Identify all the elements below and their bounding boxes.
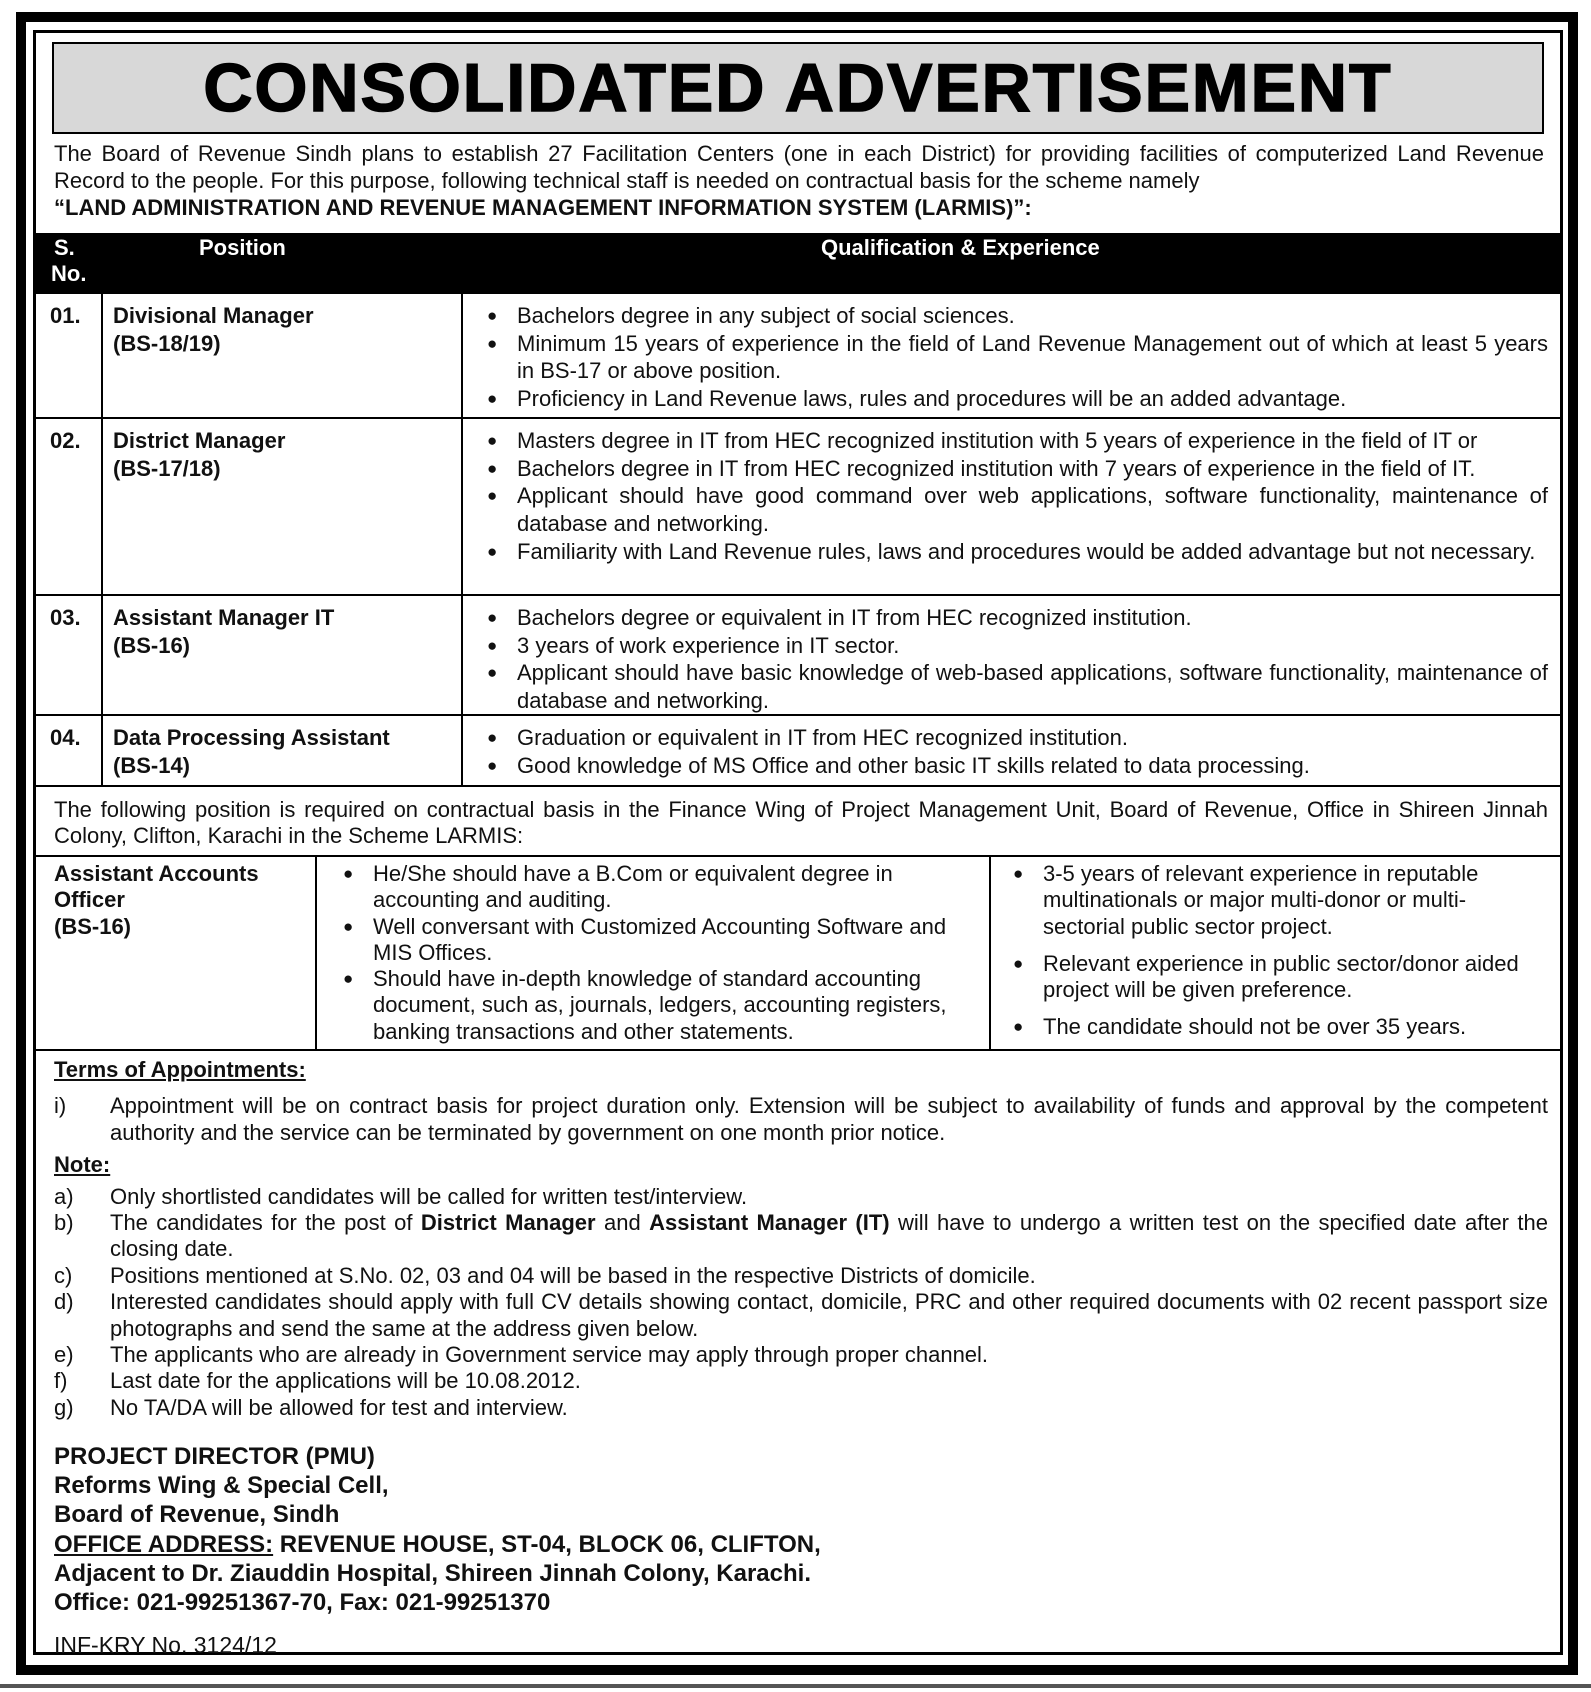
header-sno: S. xyxy=(54,235,75,260)
item-text: No TA/DA will be allowed for test and interview. xyxy=(110,1394,568,1420)
item-label: i) xyxy=(54,1093,67,1119)
item-text: The applicants who are already in Government service may apply through proper channel. xyxy=(110,1342,989,1368)
item-label: f) xyxy=(54,1368,68,1394)
list-item xyxy=(54,1263,1548,1289)
position-name: Data Processing Assistant xyxy=(113,725,390,750)
bullet-item: ● Relevant experience in public sector/donor aided project will be given preference. xyxy=(1043,951,1541,1004)
header-sno-2: No. xyxy=(51,261,87,286)
bullet-item: ● Minimum 15 years of experience in the field of Land Revenue Management out of which at least 5 years in BS-17 or above position. xyxy=(517,330,1548,385)
page-title: CONSOLIDATED ADVERTISEMENT xyxy=(203,50,1393,126)
aao-position-line: Assistant Accounts xyxy=(54,861,259,886)
terms-heading: Terms of Appointments: xyxy=(54,1057,306,1082)
aao-experience xyxy=(991,857,1561,1049)
list-item xyxy=(54,1210,1548,1263)
position-name: Assistant Manager IT xyxy=(113,605,335,630)
bullet-item: ● Familiarity with Land Revenue rules, laws and procedures would be added advantage but not necessary. xyxy=(517,538,1548,566)
bullet-item: ● 3 years of work experience in IT sector. xyxy=(517,632,1548,660)
aao-position xyxy=(36,857,317,1049)
position-grade: (BS-16) xyxy=(113,632,191,658)
list-item xyxy=(54,1342,1548,1368)
signature-line: Adjacent to Dr. Ziauddin Hospital, Shireen Jinnah Colony, Karachi. xyxy=(54,1559,811,1587)
terms-section xyxy=(54,1057,1548,1421)
serial-number: 03. xyxy=(36,596,103,714)
aao-table xyxy=(36,855,1561,1051)
bullet-item: ● Bachelors degree or equivalent in IT from HEC recognized institution. xyxy=(517,604,1548,632)
bullet-item: ● Applicant should have good command over web applications, software functionality, maintenance of database and networking. xyxy=(517,482,1548,537)
position-cell xyxy=(103,596,463,714)
title-banner xyxy=(52,42,1544,134)
bullet-item: ● Masters degree in IT from HEC recognized institution with 5 years of experience in the field of IT or xyxy=(517,427,1548,455)
bullet-item: ● Applicant should have basic knowledge of web-based applications, software functionality, maintenance of database and networking. xyxy=(517,659,1548,714)
contact-line: Office: 021-99251367-70, Fax: 021-99251370 xyxy=(54,1589,551,1617)
qualification-cell xyxy=(463,419,1561,594)
item-label: a) xyxy=(54,1183,74,1209)
aao-grade: (BS-16) xyxy=(54,913,132,939)
item-text: will have to undergo a written test on the specified date after the closing date. xyxy=(110,1210,1548,1262)
bullet-item: ● Well conversant with Customized Accounting Software and MIS Offices. xyxy=(373,914,983,967)
terms-list xyxy=(54,1093,1548,1146)
address-label: OFFICE ADDRESS: xyxy=(54,1530,274,1558)
table-row xyxy=(36,419,1561,596)
bullet-item: ● He/She should have a B.Com or equivalent degree in accounting and auditing. xyxy=(373,861,983,914)
list-item xyxy=(54,1395,1548,1421)
position-cell xyxy=(103,419,463,594)
item-label: g) xyxy=(54,1394,74,1420)
item-label: e) xyxy=(54,1342,74,1368)
position-cell xyxy=(103,294,463,417)
bullet-item: ● Graduation or equivalent in IT from HEC recognized institution. xyxy=(517,724,1548,752)
serial-number: 02. xyxy=(36,419,103,594)
item-text: Only shortlisted candidates will be called for written test/interview. xyxy=(110,1183,748,1209)
item-bold: District Manager xyxy=(420,1210,596,1236)
note-heading: Note: xyxy=(54,1152,111,1178)
bullet-item: ● Proficiency in Land Revenue laws, rules and procedures will be an added advantage. xyxy=(517,385,1548,413)
bullet-item: ● Bachelors degree in any subject of social sciences. xyxy=(517,302,1548,330)
position-grade: (BS-17/18) xyxy=(113,455,221,481)
position-grade: (BS-18/19) xyxy=(113,330,221,356)
header-qualification: Qualification & Experience xyxy=(821,235,1100,260)
table-header xyxy=(36,233,1561,294)
serial-number: 04. xyxy=(36,716,103,785)
qualification-cell xyxy=(463,294,1561,417)
header-position: Position xyxy=(199,235,286,260)
bullet-item: ● Bachelors degree in IT from HEC recognized institution with 7 years of experience in the field of IT. xyxy=(517,455,1548,483)
list-item xyxy=(54,1289,1548,1342)
item-label: c) xyxy=(54,1262,73,1288)
scheme-name: “LAND ADMINISTRATION AND REVENUE MANAGEMENT INFORMATION SYSTEM (LARMIS)”: xyxy=(54,195,1032,220)
finance-paragraph: The following position is required on contractual basis in the Finance Wing of Project Management Unit, Board of Revenue, Office in Shireen Jinnah Colony, Clifton, Karachi in the Scheme LARMIS: xyxy=(54,797,1548,849)
signature-block xyxy=(54,1442,821,1617)
list-item xyxy=(54,1093,1548,1146)
position-grade: (BS-14) xyxy=(113,752,191,778)
address-text: REVENUE HOUSE, ST-04, BLOCK 06, CLIFTON, xyxy=(273,1530,821,1558)
signature-line: Reforms Wing & Special Cell, xyxy=(54,1472,389,1500)
position-name: Divisional Manager xyxy=(113,303,314,328)
position-cell xyxy=(103,716,463,785)
reference-number: INF-KRY No. 3124/12 xyxy=(54,1632,277,1658)
table-row xyxy=(36,596,1561,716)
item-text: Appointment will be on contract basis for project duration only. Extension will be subject to availability of funds and approval by the competent authority and the service can be terminated by government on one month prior notice. xyxy=(110,1093,1548,1145)
bullet-item: ● Should have in-depth knowledge of standard accounting document, such as, journals, ledgers, accounting registers, banking transactions and other statements. xyxy=(373,966,983,1045)
table-row xyxy=(36,294,1561,419)
table-row xyxy=(36,716,1561,787)
bullet-item: ● 3-5 years of relevant experience in reputable multinationals or major multi-donor or multi-sectorial public sector project. xyxy=(1043,861,1541,940)
list-item xyxy=(54,1184,1548,1210)
qualification-cell xyxy=(463,716,1561,785)
aao-qualifications xyxy=(317,857,991,1049)
item-label: d) xyxy=(54,1289,74,1315)
intro-text: The Board of Revenue Sindh plans to establish 27 Facilitation Centers (one in each District) for providing facilities of computerized Land Revenue Record to the people. For this purpose, following technical staff is needed on contractual basis for the scheme namely xyxy=(54,141,1544,193)
list-item xyxy=(54,1368,1548,1394)
item-text: Interested candidates should apply with full CV details showing contact, domicile, PRC and other required documents with 02 recent passport size photographs and send the same at the address given below. xyxy=(110,1289,1548,1341)
notes-list xyxy=(54,1184,1548,1422)
position-name: District Manager xyxy=(113,428,286,453)
item-label: b) xyxy=(54,1210,74,1236)
qualification-cell xyxy=(463,596,1561,714)
serial-number: 01. xyxy=(36,294,103,417)
bullet-item: ● The candidate should not be over 35 years. xyxy=(1043,1014,1541,1040)
item-text: Positions mentioned at S.No. 02, 03 and 04 will be based in the respective Districts of domicile. xyxy=(110,1262,1036,1288)
signature-title: PROJECT DIRECTOR (PMU) xyxy=(54,1443,375,1470)
bullet-item: ● Good knowledge of MS Office and other basic IT skills related to data processing. xyxy=(517,752,1548,780)
item-text: Last date for the applications will be 10.08.2012. xyxy=(110,1368,581,1394)
signature-line: Board of Revenue, Sindh xyxy=(54,1501,340,1529)
aao-position-line: Officer xyxy=(54,887,125,913)
item-text: The candidates for the post of xyxy=(110,1210,421,1236)
divider xyxy=(0,1684,1591,1688)
intro-paragraph xyxy=(54,140,1544,221)
item-text: and xyxy=(595,1210,650,1236)
item-bold: Assistant Manager (IT) xyxy=(649,1210,890,1236)
